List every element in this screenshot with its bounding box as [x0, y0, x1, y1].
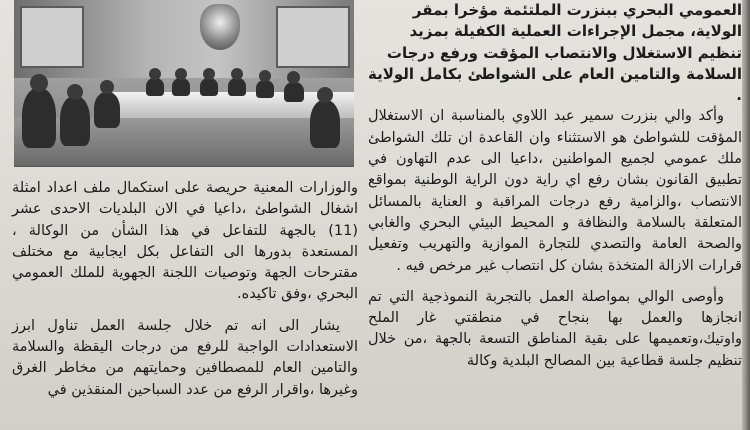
left-column: [12, 178, 358, 401]
person: [310, 100, 340, 148]
person-head: [100, 80, 114, 94]
emblem-icon: [200, 4, 240, 50]
photo-window: [276, 6, 350, 68]
headline-line: العمومي البحري ببنزرت الملتئمة مؤخرا بمقر: [412, 1, 742, 19]
person: [284, 82, 304, 102]
right-column: [368, 0, 742, 372]
person: [256, 80, 274, 98]
person-head: [259, 70, 271, 82]
headline-line: الولاية، مجمل الإجراءات العملية الكفيلة بمزيد: [409, 22, 742, 41]
person: [200, 78, 218, 96]
headline-line: تنظيم الاستغلال والانتصاب المؤقت ورفع درجات: [386, 43, 742, 62]
person-head: [30, 74, 48, 92]
page-edge-shadow: [742, 0, 750, 430]
person: [22, 88, 56, 148]
photo-window: [20, 6, 84, 68]
body-paragraph: والوزارات المعنية حريصة على استكمال ملف اعداد امثلة اشغال الشواطئ ،داعيا في الان البلديات الاحدى عشر (11) بالجهة للتفاعل في هذا الشأن من الوكالة ، المستعدة بدورها الى التفاعل بكل ايجابية مع مختلف مقترحات الجهة وتوصيات اللجنة الجهوية للملك العمومي البحري ،وفق تاكيده.: [12, 180, 358, 303]
person-head: [149, 68, 161, 80]
person-head: [231, 68, 243, 80]
person-head: [175, 68, 187, 80]
headline-line: السلامة والتامين العام على الشواطئ بكامل الولاية .: [368, 64, 742, 105]
person-head: [317, 87, 333, 103]
person-head: [203, 68, 215, 80]
body-paragraph: وأكد والي بنزرت سمير عبد اللاوي بالمناسبة ان الاستغلال المؤقت للشواطئ هو الاستثناء وان القاعدة ان تلك الشواطئ ملك عمومي لجميع المواطنين ،داعيا الى عدم التهاون في تطبيق القانون بشان رفع اي راية دون الراية الوطنية بمواقع الانتصاب ،والزامية رفع درجات المراقبة و العناية بالمسائل المتعلقة بالسلامة والنظافة و المحيط البيئي البحري والغابي والصحة العامة والتصدي للتجارة الموازية والتهريب وتفعيل قرارات الازالة المتخذة بشان كل انتصاب غير مرخص فيه .: [368, 108, 742, 274]
person: [60, 96, 90, 146]
person-head: [287, 71, 300, 84]
person: [146, 78, 164, 96]
person: [172, 78, 190, 96]
person-head: [67, 84, 83, 100]
person: [228, 78, 246, 96]
meeting-photo: [14, 0, 354, 167]
body-paragraph: يشار الى انه تم خلال جلسة العمل تناول ابرز الاستعدادات الواجبة للرفع من درجات اليقظة والسلامة والتامين العام للمصطافين وحمايتهم من مخاطر الغرق وغيرها ،واقرار الرفع من عدد السباحين المنقذين في: [12, 317, 358, 398]
body-paragraph: وأوصى الوالي بمواصلة العمل بالتجربة النموذجية التي تم انجازها والعمل بها بنجاح في منطقتي غار الملح واوتيك،وتعميمها على بقية المناطق التسعة بالجهة ،من خلال تنظيم جلسة قطاعية بين المصالح البلدية وكالة: [368, 288, 742, 369]
person: [94, 92, 120, 128]
